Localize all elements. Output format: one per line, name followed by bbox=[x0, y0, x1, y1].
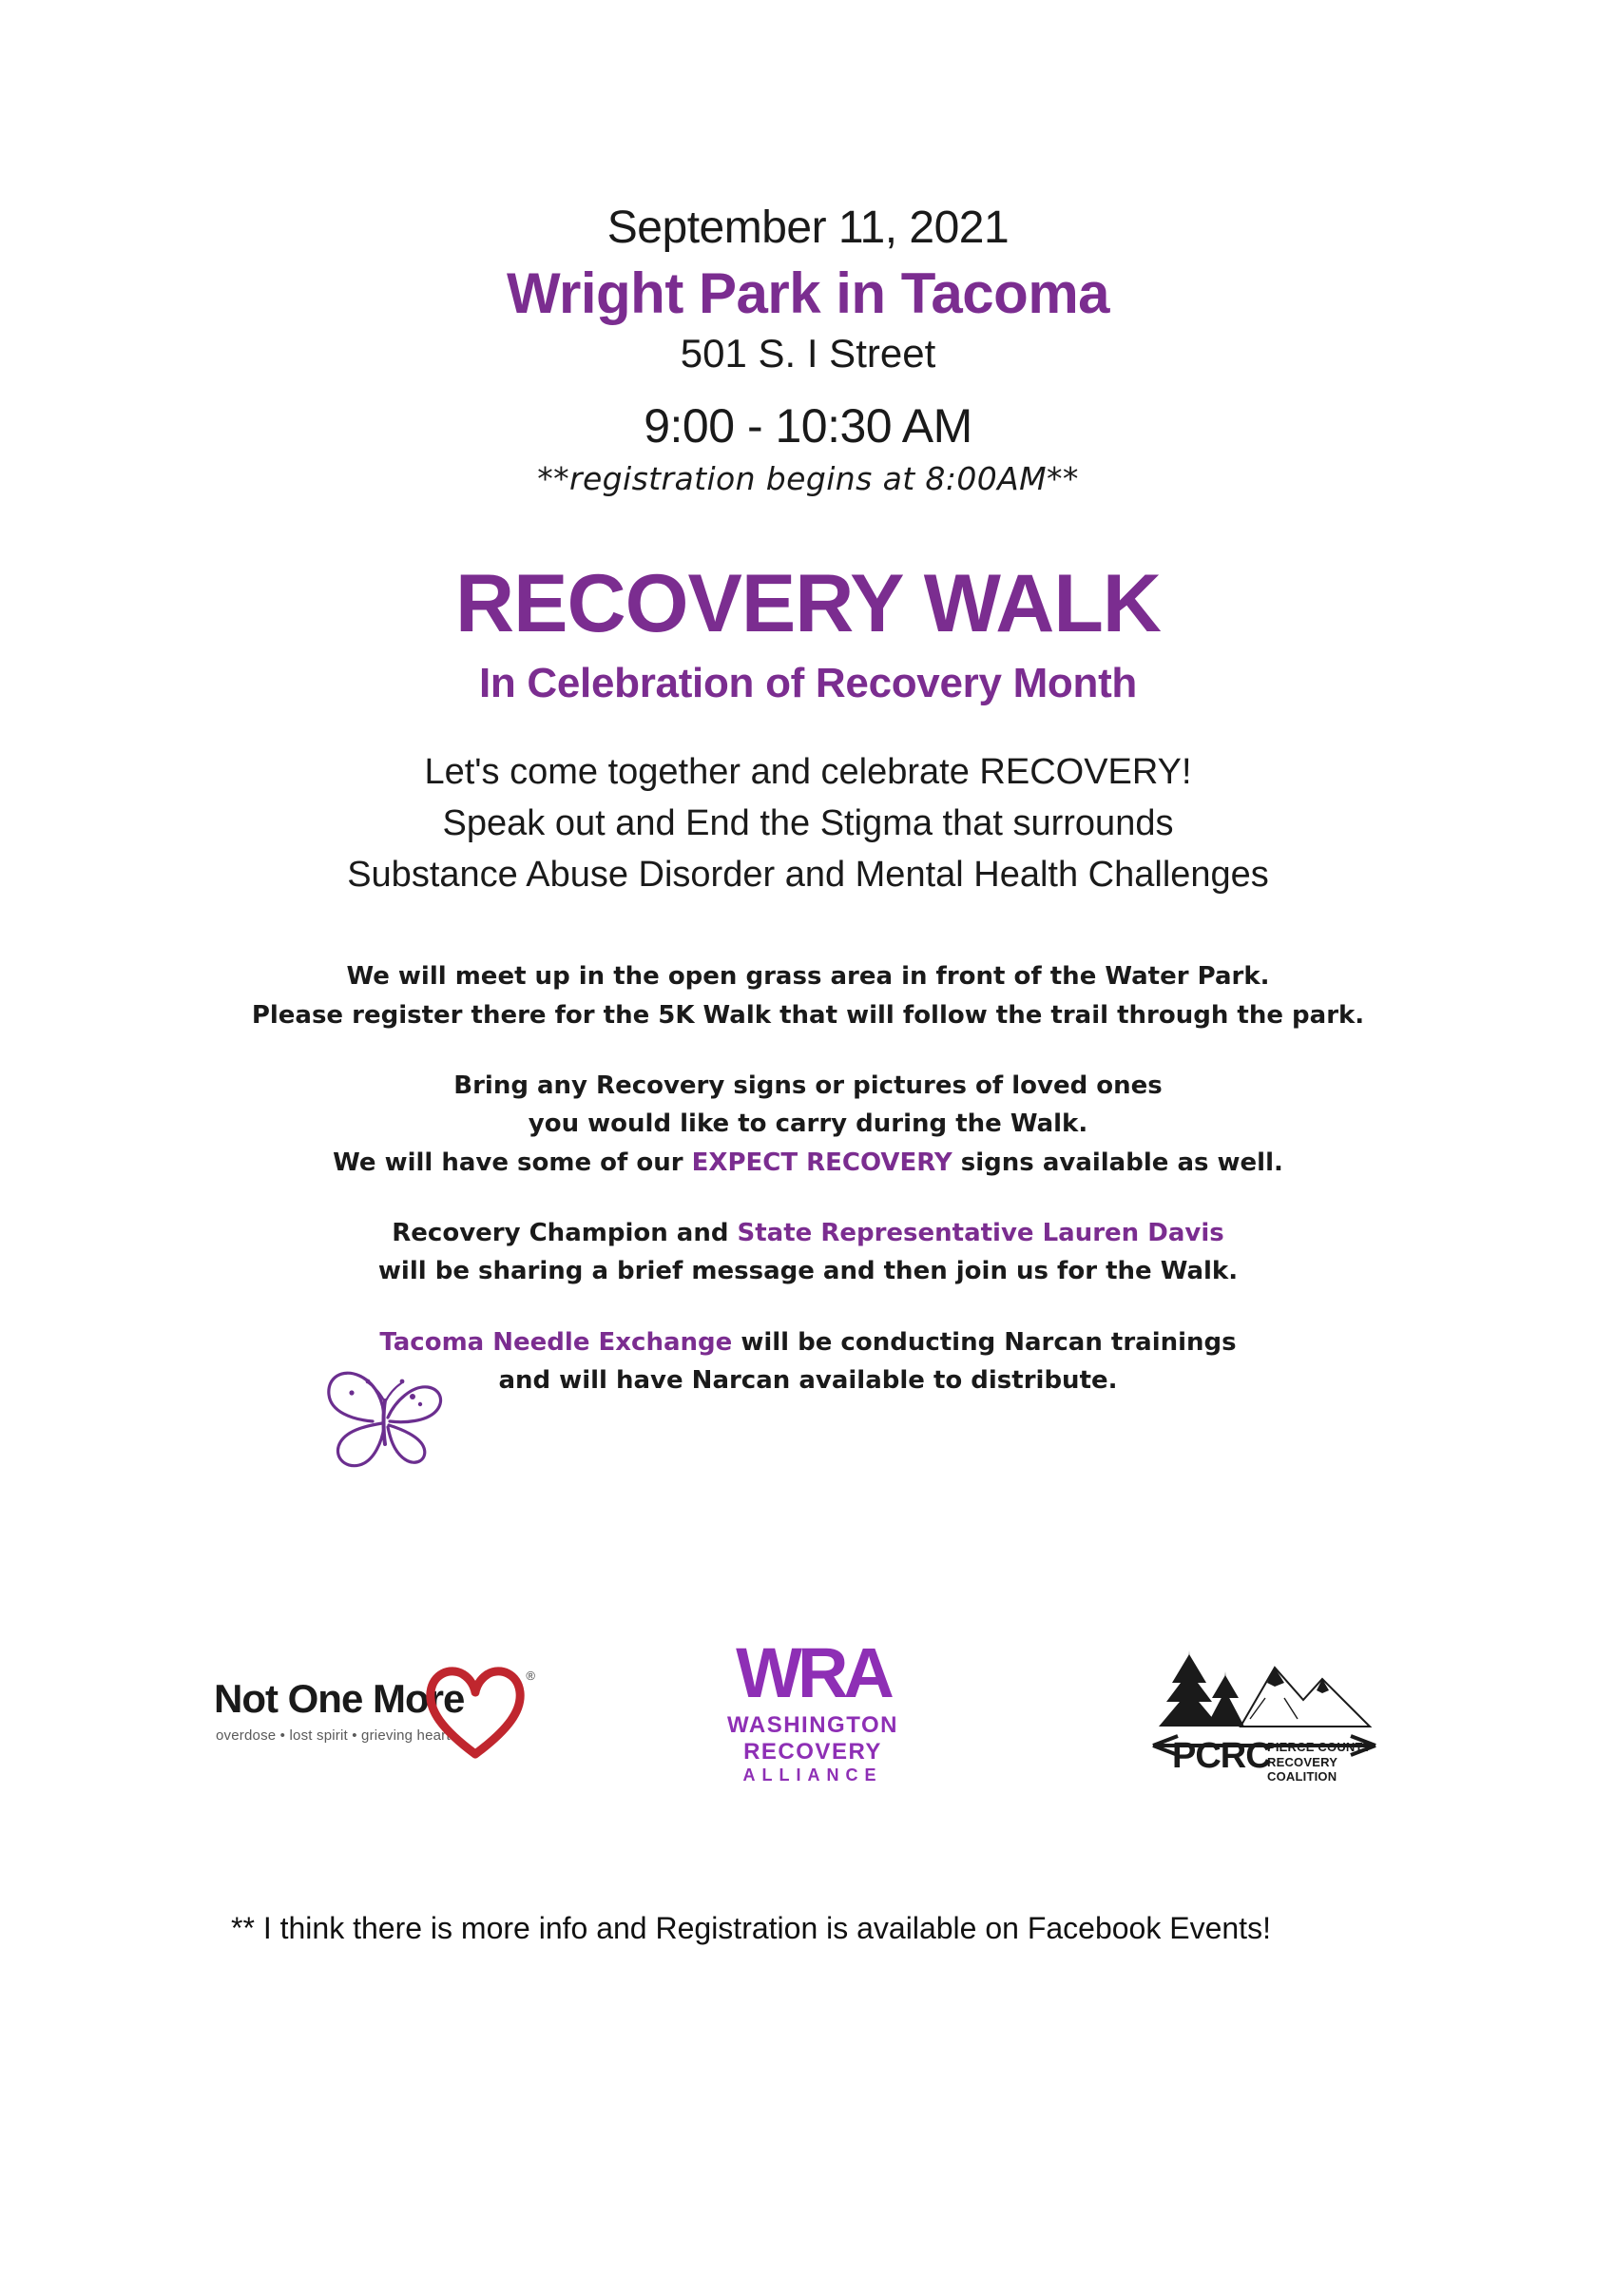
event-time: 9:00 - 10:30 AM bbox=[644, 399, 972, 453]
wra-line-2: RECOVERY bbox=[743, 1739, 882, 1765]
not-one-more-tagline: overdose • lost spirit • grieving heart bbox=[216, 1727, 451, 1744]
event-venue: Wright Park in Tacoma bbox=[506, 261, 1110, 326]
body-line bbox=[0, 1067, 1616, 1105]
butterfly-icon bbox=[314, 1345, 456, 1488]
sponsor-logos bbox=[0, 1626, 1616, 1806]
logo-pierce-county-recovery-coalition bbox=[1098, 1645, 1402, 1787]
body-text: will be sharing a brief message and then join us for the Walk. bbox=[377, 1257, 1239, 1286]
registration-note: **registration begins at 8:00AM** bbox=[537, 459, 1079, 497]
registered-mark: ® bbox=[526, 1669, 535, 1683]
body-line bbox=[0, 1323, 1616, 1361]
highlighted-text: State Representative Lauren Davis bbox=[737, 1218, 1224, 1247]
event-date: September 11, 2021 bbox=[606, 203, 1010, 253]
highlighted-text: EXPECT RECOVERY bbox=[691, 1148, 952, 1177]
body-text: Please register there for the 5K Walk that will follow the trail through the park. bbox=[251, 1000, 1365, 1030]
not-one-more-wordmark: Not One More bbox=[214, 1676, 465, 1721]
body-text: and will have Narcan available to distribute. bbox=[498, 1365, 1118, 1395]
flyer-page bbox=[0, 204, 1616, 2296]
body-paragraphs bbox=[0, 957, 1616, 1399]
tagline-block bbox=[0, 747, 1616, 901]
heart-icon bbox=[423, 1661, 528, 1765]
tagline-line-1: Let's come together and celebrate RECOVERY! bbox=[424, 751, 1192, 792]
logo-washington-recovery-alliance bbox=[689, 1633, 936, 1792]
body-line bbox=[0, 1105, 1616, 1143]
body-text: signs available as well. bbox=[952, 1148, 1283, 1177]
page-subtitle: In Celebration of Recovery Month bbox=[478, 659, 1138, 706]
page-title: RECOVERY WALK bbox=[455, 557, 1161, 649]
body-line bbox=[0, 1214, 1616, 1252]
body-line bbox=[0, 1144, 1616, 1182]
body-text: Recovery Champion and bbox=[392, 1218, 738, 1247]
body-text: Bring any Recovery signs or pictures of loved ones bbox=[453, 1071, 1163, 1101]
body-line bbox=[0, 996, 1616, 1034]
body-text: We will meet up in the open grass area in front of the Water Park. bbox=[346, 962, 1270, 992]
event-header bbox=[0, 204, 1616, 496]
body-paragraph bbox=[0, 1067, 1616, 1182]
pcrc-abbreviation: PCRC bbox=[1172, 1736, 1271, 1776]
wra-line-3: ALLIANCE bbox=[742, 1765, 883, 1785]
body-line bbox=[0, 957, 1616, 995]
tagline-line-2: Speak out and End the Stigma that surrounds bbox=[442, 802, 1174, 843]
footnote-text: ** I think there is more info and Registration is available on Facebook Events! bbox=[231, 1911, 1271, 1945]
body-line bbox=[0, 1252, 1616, 1290]
pcrc-full-name-line-2: RECOVERY COALITION bbox=[1267, 1755, 1337, 1784]
wra-line-1: WASHINGTON bbox=[727, 1712, 898, 1739]
pcrc-full-name-line-1: PIERCE COUNTY bbox=[1267, 1740, 1372, 1754]
body-paragraph bbox=[0, 1323, 1616, 1400]
logo-not-one-more bbox=[214, 1659, 535, 1773]
body-paragraph bbox=[0, 1214, 1616, 1291]
body-text: will be conducting Narcan trainings bbox=[732, 1327, 1237, 1357]
body-line bbox=[0, 1361, 1616, 1399]
highlighted-text: Tacoma Needle Exchange bbox=[379, 1327, 733, 1357]
body-paragraph bbox=[0, 957, 1616, 1034]
event-address: 501 S. I Street bbox=[680, 331, 936, 376]
tagline-line-3: Substance Abuse Disorder and Mental Health Challenges bbox=[347, 854, 1269, 895]
body-text: We will have some of our bbox=[333, 1148, 692, 1177]
wra-monogram: WRA bbox=[736, 1633, 890, 1712]
body-text: you would like to carry during the Walk. bbox=[528, 1109, 1088, 1139]
footnote bbox=[0, 1911, 1616, 1946]
